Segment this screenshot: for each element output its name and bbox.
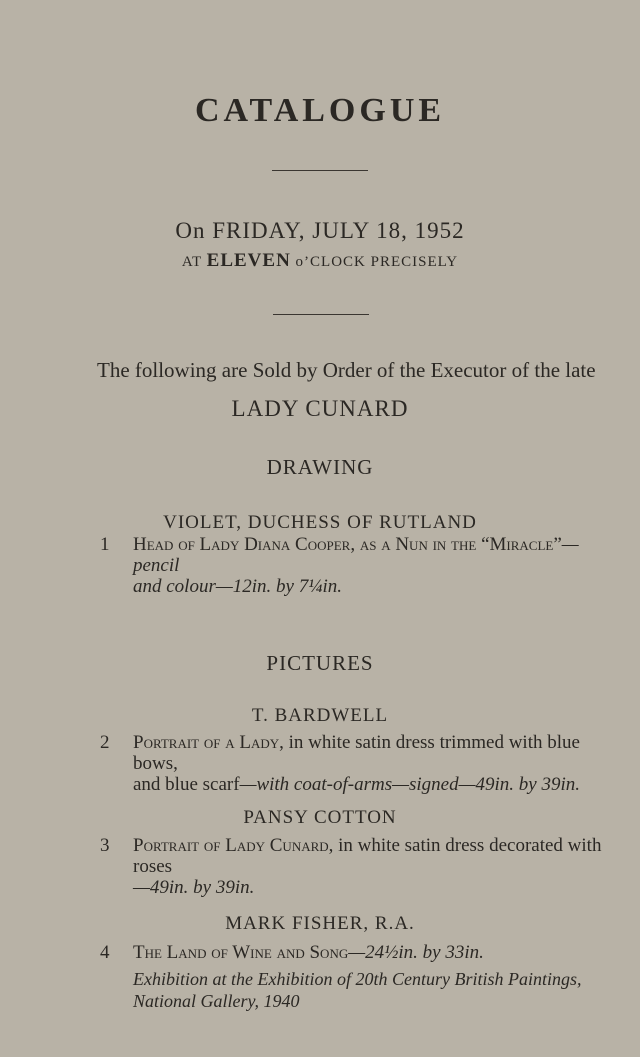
artist-name: VIOLET, DUCHESS OF RUTLAND (163, 512, 477, 533)
owner-name: LADY CUNARD (231, 396, 409, 421)
lot-desc: in white satin dress decorated with roses (133, 835, 602, 877)
lot-number: 3 (100, 835, 110, 856)
lot-desc: in white satin dress trimmed with blue bows, (133, 732, 580, 774)
sale-time-prefix: AT (181, 254, 202, 270)
lot-title: Portrait of a Lady, (133, 732, 284, 753)
sale-time-hour: ELEVEN (206, 250, 291, 271)
lot-medium: —pencil (133, 534, 579, 576)
lot-details: —with coat-of-arms—signed—49in. by 39in. (239, 774, 580, 795)
lot-number: 2 (100, 732, 110, 753)
lot-details: —24½in. by 33in. (348, 942, 484, 963)
artist-name: T. BARDWELL (251, 705, 389, 726)
exhibition-note-line: Exhibition at the Exhibition of 20th Century British Paintings, (133, 969, 582, 989)
date-rule (273, 314, 369, 315)
lot-title: Head of Lady Diana Cooper, as a Nun in the “Miracle” (133, 534, 562, 555)
sale-time-suffix: o’CLOCK PRECISELY (295, 254, 459, 270)
lot-description (133, 534, 606, 597)
section-heading-pictures: PICTURES (266, 651, 374, 675)
lot-number: 4 (100, 942, 110, 963)
intro-text: The following are Sold by Order of the Executor of the late (97, 358, 596, 382)
lot-number: 1 (100, 534, 110, 555)
page-title: CATALOGUE (194, 92, 446, 129)
exhibition-note (133, 968, 581, 1012)
lot-title: The Land of Wine and Song (133, 942, 349, 963)
lot-details: —49in. by 39in. (133, 877, 255, 898)
artist-name: PANSY COTTON (243, 807, 397, 828)
lot-medium-cont: and colour—12in. by 7¼in. (133, 576, 342, 597)
lot-description (133, 835, 606, 898)
section-heading-drawing: DRAWING (266, 455, 374, 479)
lot-desc-cont (133, 774, 606, 795)
sale-time (0, 250, 640, 272)
lot-description (133, 732, 606, 795)
title-rule (272, 170, 368, 171)
lot-description (133, 942, 606, 963)
artist-name: MARK FISHER, R.A. (225, 913, 415, 934)
sale-date: On FRIDAY, JULY 18, 1952 (175, 218, 465, 243)
lot-title: Portrait of Lady Cunard, (133, 835, 334, 856)
lot-desc-part: and blue scarf (133, 774, 240, 795)
exhibition-note-line: National Gallery, 1940 (133, 991, 300, 1011)
